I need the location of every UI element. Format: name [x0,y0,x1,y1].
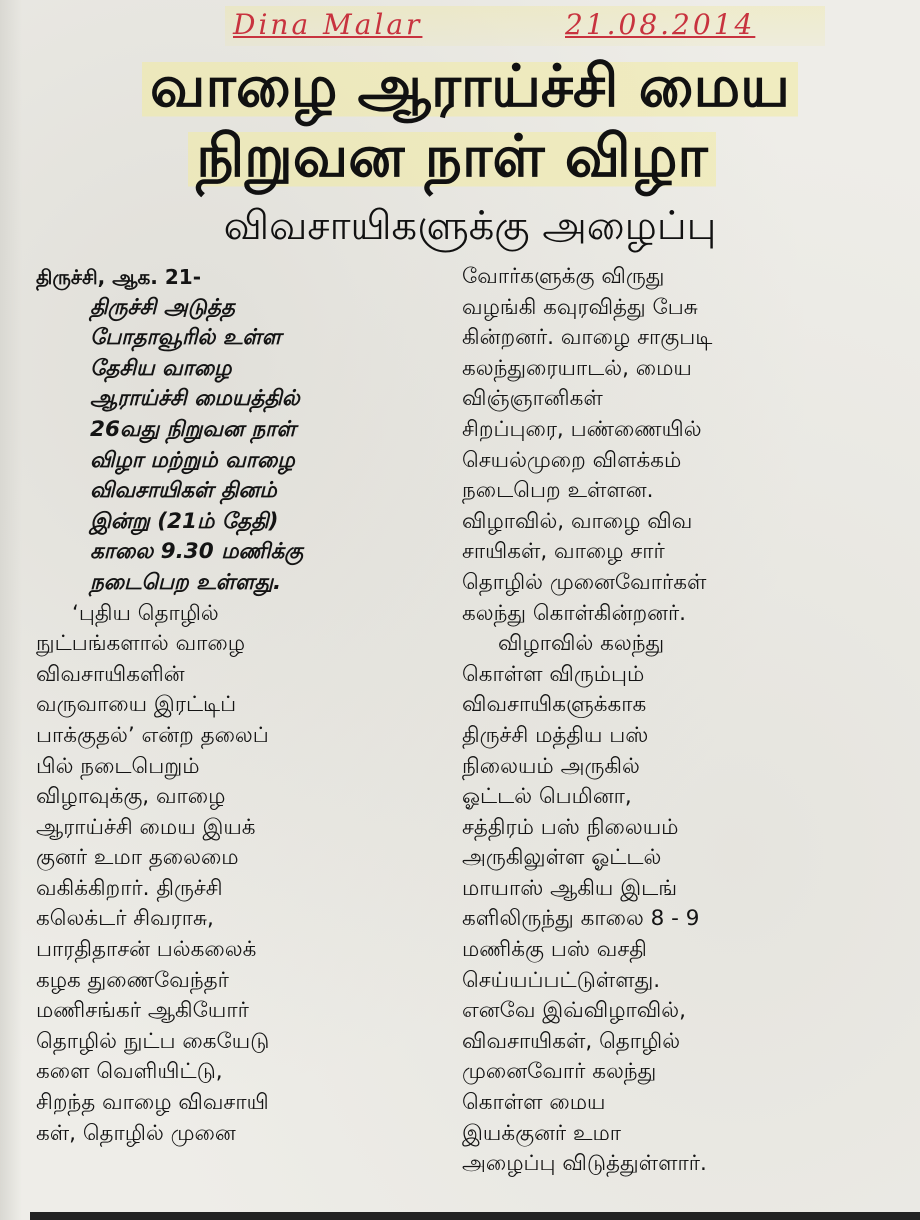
column-line: நுட்பங்களால் வாழை [36,631,246,657]
column-line: ஓட்டல் பெமினா, [462,784,632,810]
column-line: கலெக்டர் சிவராசு, [36,906,214,932]
column-line: இயக்குனர் உமா [462,1120,622,1146]
column-line: மாயாஸ் ஆகிய இடங் [462,875,678,901]
column-line: விஞ்ஞானிகள் [462,386,603,412]
column-line: சிறந்த வாழை விவசாயி [36,1090,269,1116]
column-line: காலை 9.30 மணிக்கு [90,539,304,565]
column-line: விழாவுக்கு, வாழை [36,784,226,810]
column-line: வோர்களுக்கு விருது [462,264,665,289]
headline-line-1-text: வாழை ஆராய்ச்சி மைய [142,52,798,120]
bottom-divider-rule [30,1212,920,1220]
column-line: முனைவோர் கலந்து [462,1059,657,1085]
column-line: சிறப்புரை, பண்ணையில் [462,416,702,442]
column-line: நிலையம் அருகில் [462,753,640,779]
column-line: மணிக்கு பஸ் வசதி [462,937,647,963]
column-line: கழக துணைவேந்தர் [36,967,229,993]
column-line: களை வெளியிட்டு, [36,1059,223,1085]
column-line: வகிக்கிறார். திருச்சி [36,875,223,901]
column-line: 26வது நிறுவன நாள் [90,416,296,442]
subheadline: விவசாயிகளுக்கு அழைப்பு [223,203,717,249]
column-line: கொள்ள மைய [462,1090,606,1116]
column-line: மணிசங்கர் ஆகியோர் [36,998,249,1024]
column-line: கின்றனர். வாழை சாகுபடி [462,325,713,351]
column-line: தொழில் நுட்ப கையேடு [36,1028,270,1054]
headline-line-2-text: நிறுவன நாள் விழா [188,122,715,190]
column-line: விழாவில் கலந்து [498,631,665,657]
column-line: விவசாயிகள் தினம் [90,478,277,504]
column-line: தேசிய வாழை [90,355,232,381]
column-line: சத்திரம் பஸ் நிலையம் [462,814,679,840]
article-column-right [462,262,882,1180]
column-line: பாரதிதாசன் பல்கலைக் [36,937,257,963]
handwritten-date: 21.08.2014 [565,8,756,41]
column-line: நடைபெற உள்ளது. [90,569,282,595]
column-line: ‘புதிய தொழில் [72,600,219,626]
column-line: அருகிலுள்ள ஓட்டல் [462,845,662,871]
column-line: எனவே இவ்விழாவில், [462,998,686,1024]
column-line: சாயிகள், வாழை சார் [462,539,665,565]
column-line: விவசாயிகள், தொழில் [462,1028,681,1054]
column-line: விவசாயிகளுக்காக [462,692,647,718]
handwritten-source-note [225,6,825,46]
column-line: களிலிருந்து காலை 8 - 9 [462,906,700,932]
column-line: கள், தொழில் முனை [36,1120,236,1146]
column-line: பாக்குதல்’ என்ற தலைப் [36,722,269,748]
column-line: விழா மற்றும் வாழை [90,447,295,473]
column-line: விழாவில், வாழை விவ [462,508,693,534]
article-column-left [36,262,436,1149]
column-line: செயல்முறை விளக்கம் [462,447,682,473]
column-line: விவசாயிகளின் [36,661,185,687]
column-line: போதாவூரில் உள்ள [90,325,282,351]
column-line: இன்று (21ம் தேதி) [90,508,279,534]
column-line: கலந்துரையாடல், மைய [462,355,692,381]
article-dateline: திருச்சி, ஆக. 21- [36,265,201,289]
column-line: திருச்சி அடுத்த [90,294,235,320]
headline-line-1 [10,54,920,118]
column-line: குனர் உமா தலைமை [36,845,239,871]
column-line: செய்யப்பட்டுள்ளது. [462,967,661,993]
column-line: அழைப்பு விடுத்துள்ளார். [462,1151,707,1177]
handwritten-paper-name: Dina Malar [233,8,423,41]
column-line: கொள்ள விரும்பும் [462,661,645,687]
headline-line-2 [0,124,912,188]
column-line: ஆராய்ச்சி மையத்தில் [90,386,300,412]
column-line: நடைபெற உள்ளன. [462,478,654,504]
column-line: வருவாயை இரட்டிப் [36,692,237,718]
column-line: பில் நடைபெறும் [36,753,200,779]
column-line: கலந்து கொள்கின்றனர். [462,600,687,626]
column-line: வழங்கி கவுரவித்து பேசு [462,294,698,320]
column-line: திருச்சி மத்திய பஸ் [462,722,649,748]
column-line: தொழில் முனைவோர்கள் [462,569,707,595]
column-line: ஆராய்ச்சி மைய இயக் [36,814,256,840]
